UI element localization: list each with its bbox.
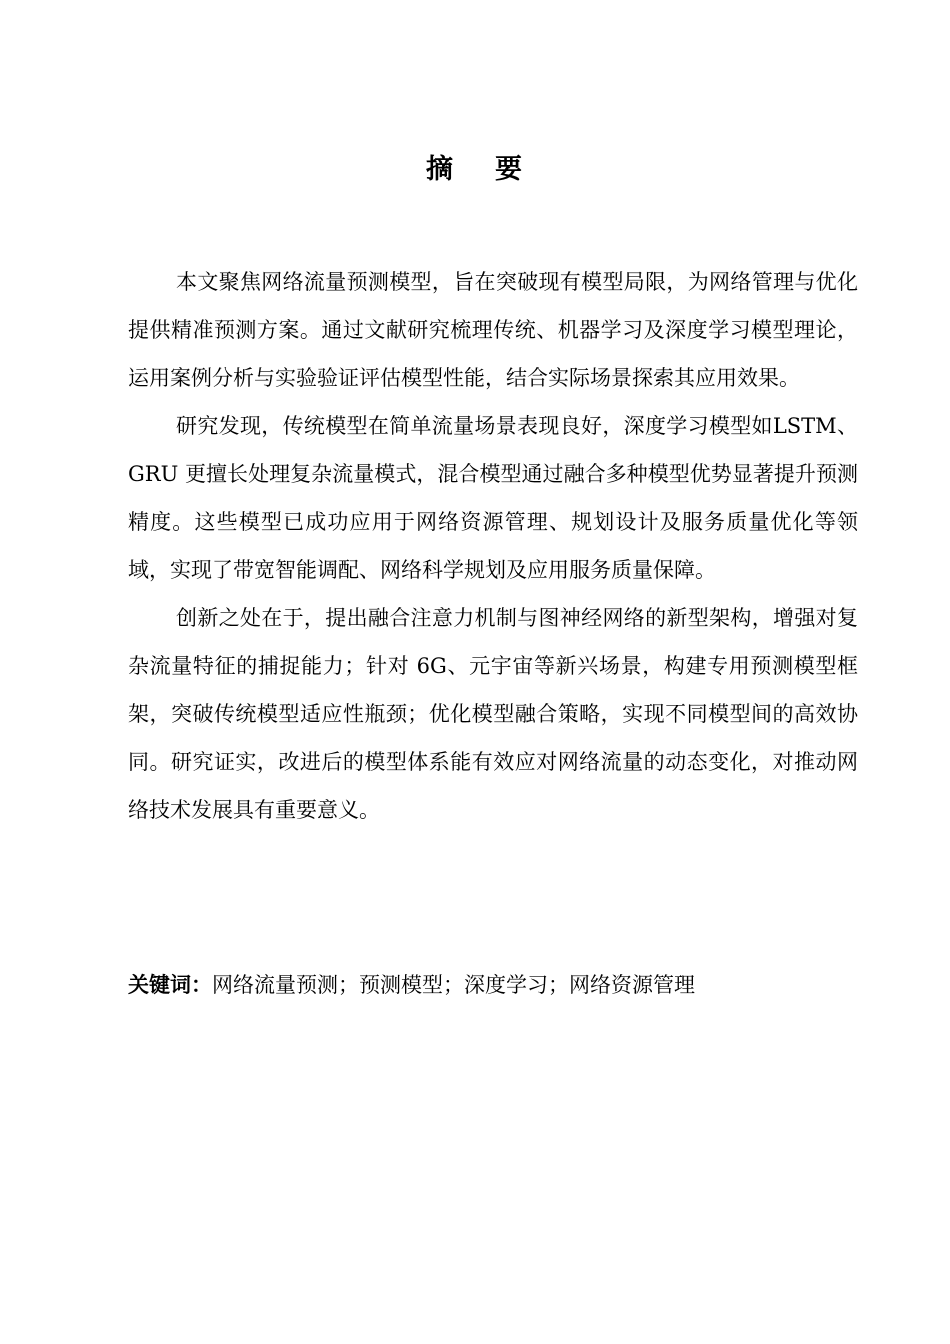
keywords-text: 网络流量预测；预测模型；深度学习；网络资源管理 xyxy=(212,973,695,997)
abstract-paragraph-1: 本文聚焦网络流量预测模型，旨在突破现有模型局限，为网络管理与优化提供精准预测方案。通过文献研究梳理传统、机器学习及深度学习模型理论，运用案例分析与实验验证评估模型性能，结合实际场景探索其应用效果。 xyxy=(128,270,858,390)
abstract-paragraph-3: 创新之处在于，提出融合注意力机制与图神经网络的新型架构，增强对复杂流量特征的捕捉能力；针对 6G、元宇宙等新兴场景，构建专用预测模型框架，突破传统模型适应性瓶颈；优化模型融合策略，实现不同模型间的高效协同。研究证实，改进后的模型体系能有效应对网络流量的动态变化，对推动网络技术发展具有重要意义。 xyxy=(128,606,858,822)
abstract-body xyxy=(128,258,858,834)
page-title xyxy=(0,150,950,190)
abstract-paragraph-2: 研究发现，传统模型在简单流量场景表现良好，深度学习模型如LSTM、GRU 更擅长处理复杂流量模式，混合模型通过融合多种模型优势显著提升预测精度。这些模型已成功应用于网络资源管理、规划设计及服务质量优化等领域，实现了带宽智能调配、网络科学规划及应用服务质量保障。 xyxy=(128,414,858,582)
title-char-2: 要 xyxy=(495,154,524,185)
keywords-label: 关键词： xyxy=(128,973,212,997)
keywords-line xyxy=(128,965,858,1005)
title-char-1: 摘 xyxy=(426,154,455,185)
